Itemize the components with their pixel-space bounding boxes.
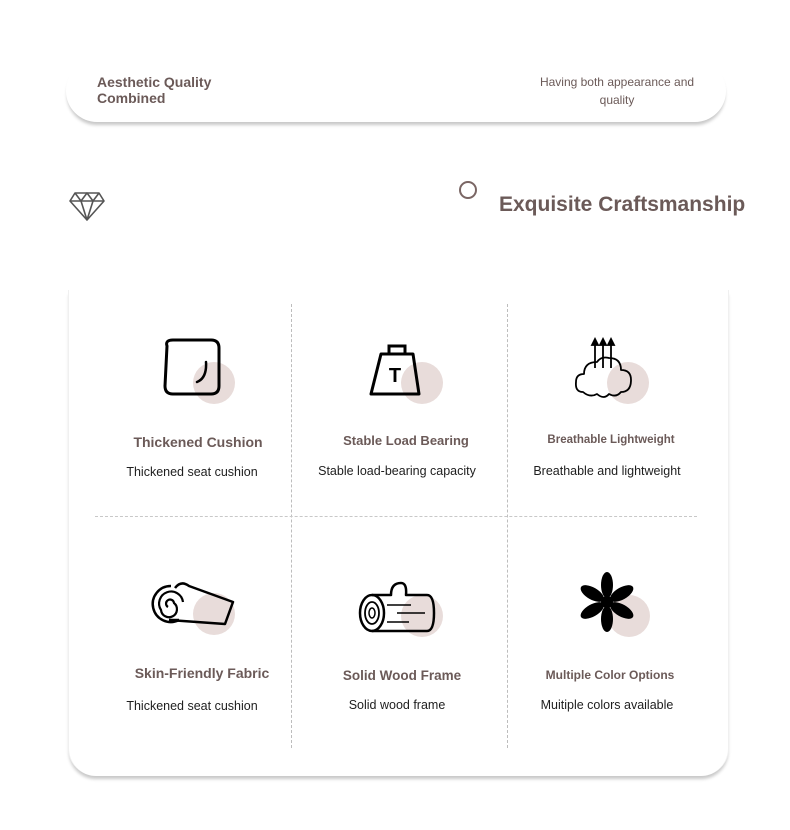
wood-log-icon (357, 578, 451, 642)
feature-desc: Thickened seat cushion (126, 699, 258, 713)
header-banner (66, 60, 726, 122)
feature-desc: Solid wood frame (348, 698, 446, 712)
feature-desc: Muitiple colors available (540, 698, 674, 712)
feature-desc: Thickened seat cushion (126, 465, 258, 479)
feature-title: Multiple Color Options (545, 668, 675, 682)
weight-icon (367, 338, 447, 408)
features-card (68, 290, 729, 776)
divider (95, 516, 697, 517)
feature-desc: Stable load-bearing capacity (318, 464, 476, 478)
cushion-icon (157, 336, 237, 406)
banner-title: Aesthetic Quality Combined (97, 74, 212, 106)
diamond-icon (69, 191, 105, 221)
section-title: Exquisite Craftsmanship (499, 193, 746, 216)
banner-subtitle: Having both appearance and quality (539, 75, 695, 107)
svg-text:T: T (388, 365, 402, 387)
cloud-arrows-icon (569, 336, 659, 408)
feature-title: Thickened Cushion (133, 434, 263, 450)
ring-icon (459, 181, 477, 199)
fabric-roll-icon (147, 576, 247, 642)
feature-title: Skin-Friendly Fabric (134, 665, 270, 681)
feature-desc: Breathable and lightweight (533, 464, 681, 478)
feature-title: Stable Load Bearing (343, 433, 469, 448)
feature-title: Solid Wood Frame (342, 668, 462, 683)
flower-icon (575, 570, 655, 642)
feature-title: Breathable Lightweight (547, 434, 675, 446)
